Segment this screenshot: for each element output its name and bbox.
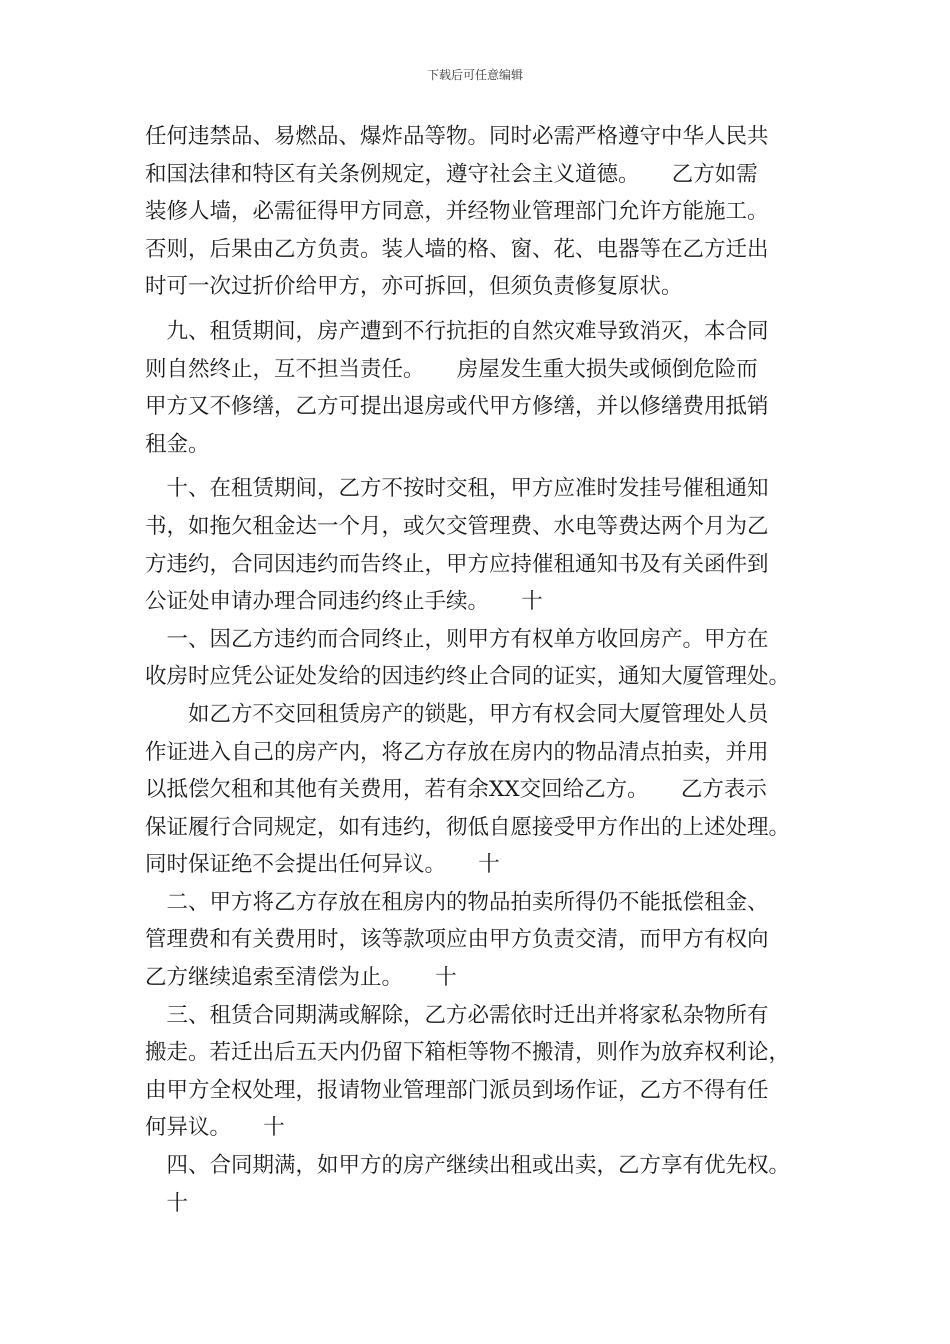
text-line: 乙方继续追索至清偿为止。 十 [145, 965, 457, 991]
text-line: 书，如拖欠租金达一个月，或欠交管理费、水电等费达两个月为乙 [145, 513, 769, 539]
text-line: 收房时应凭公证处发给的因违约终止合同的证实，通知大厦管理处。 [145, 664, 791, 690]
text-line: 租金。 [145, 431, 210, 457]
text-line: 何异议。 十 [145, 1115, 285, 1141]
text-line: 方违约，合同因违约而告终止，甲方应持催租通知书及有关函件到 [145, 551, 769, 577]
page-header: 下载后可任意编辑 [426, 68, 523, 82]
text-line: 则自然终止，互不担当责任。 房屋发生重大损失或倾倒危险而 [145, 356, 758, 382]
text-line: 二、甲方将乙方存放在租房内的物品拍卖所得仍不能抵偿租金、 [145, 889, 769, 915]
text-line: 甲方又不修缮，乙方可提出退房或代甲方修缮，并以修缮费用抵销 [145, 394, 769, 420]
text-line: 保证履行合同规定，如有违约，彻低自愿接受甲方作出的上述处理。 [145, 814, 791, 840]
text-line: 任何违禁品、易燃品、爆炸品等物。同时必需严格遵守中华人民共 [145, 124, 769, 149]
text-line: 四、合同期满，如甲方的房产继续出租或出卖，乙方享有优先权。 [145, 1153, 791, 1179]
text-line: 三、租赁合同期满或解除，乙方必需依时迁出并将家私杂物所有 [145, 1002, 769, 1028]
text-line: 十、在租赁期间，乙方不按时交租，甲方应准时发挂号催租通知 [145, 476, 769, 502]
document-body [145, 118, 825, 1222]
text-line: 作证进入自己的房产内，将乙方存放在房内的物品清点拍卖，并用 [145, 739, 769, 765]
text-line: 管理费和有关费用时，该等款项应由甲方负责交清，而甲方有权向 [145, 927, 769, 953]
text-line: 九、租赁期间，房产遭到不行抗拒的自然灾难导致消灭，本合同 [145, 318, 769, 344]
text-line: 十 [145, 1190, 189, 1216]
text-line: 由甲方全权处理，报请物业管理部门派员到场作证，乙方不得有任 [145, 1077, 769, 1103]
text-line: 同时保证绝不会提出任何异议。 十 [145, 852, 500, 878]
text-line: 以抵偿欠租和其他有关费用，若有余XX交回给乙方。 乙方表示 [145, 777, 767, 803]
text-line: 搬走。若迁出后五天内仍留下箱柜等物不搬清，则作为放弃权利论， [145, 1040, 791, 1066]
text-line: 否则，后果由乙方负责。装人墙的格、窗、花、电器等在乙方迁出 [145, 236, 769, 262]
text-line: 公证处申请办理合同违约终止手续。 十 [145, 589, 543, 615]
text-line: 一、因乙方违约而合同终止，则甲方有权单方收回房产。甲方在 [145, 626, 769, 652]
text-line: 时可一次过折价给甲方，亦可拆回，但须负责修复原状。 [145, 274, 683, 300]
text-line: 如乙方不交回租赁房产的锁匙，甲方有权会同大厦管理处人员 [145, 701, 769, 727]
text-line: 和国法律和特区有关条例规定，遵守社会主义道德。 乙方如需 [145, 161, 758, 187]
text-line: 装修人墙，必需征得甲方同意，并经物业管理部门允许方能施工。 [145, 199, 769, 225]
